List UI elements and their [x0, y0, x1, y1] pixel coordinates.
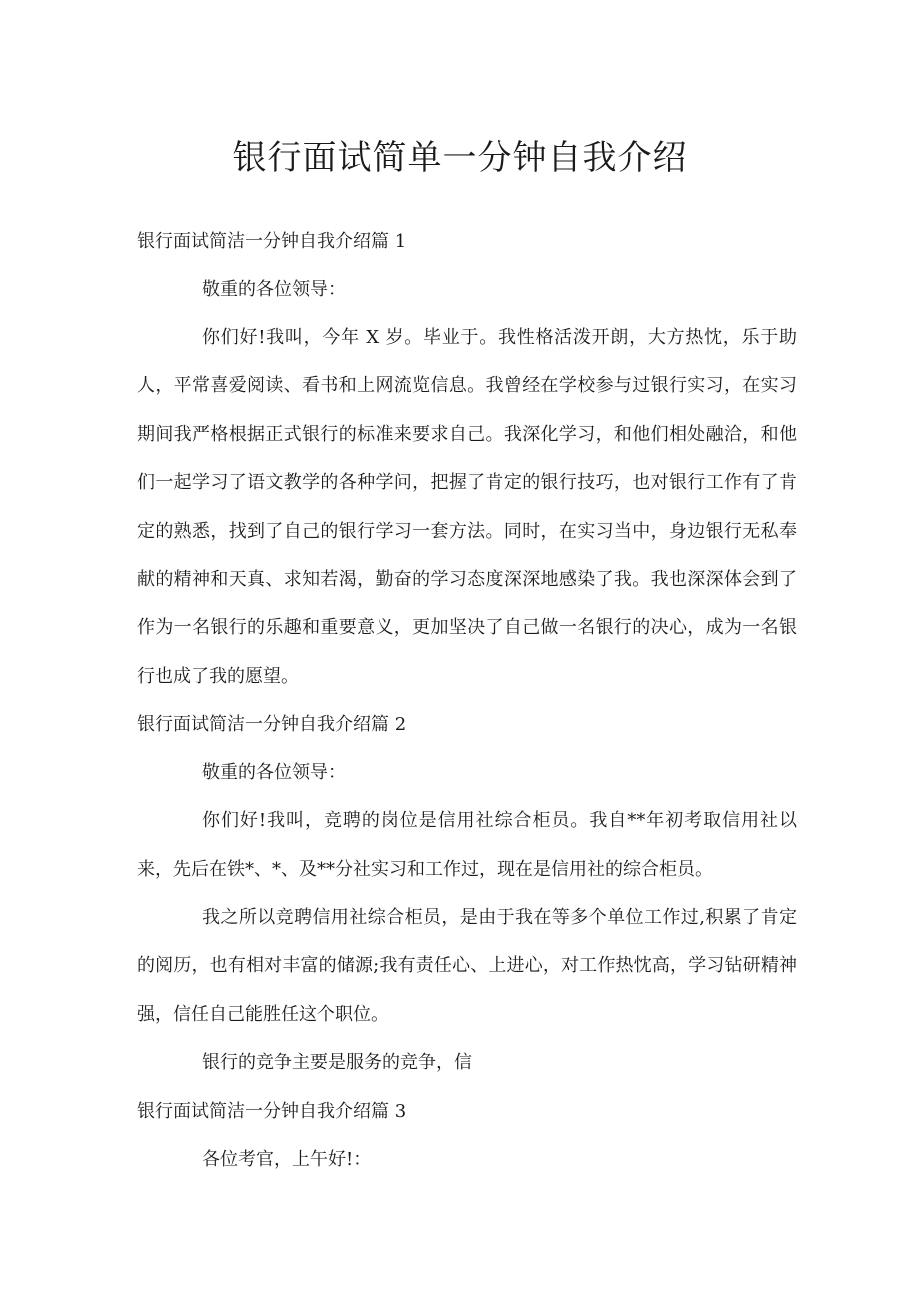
body-paragraph: 我之所以竞聘信用社综合柜员，是由于我在等多个单位工作过,积累了肯定的阅历，也有相对丰富的储源;我有责任心、上进心，对工作热忱高，学习钻研精神强，信任自己能胜任这个职位。	[137, 907, 797, 1025]
greeting-paragraph: 敬重的各位领导：	[202, 279, 346, 300]
section-heading-1: 银行面试简洁一分钟自我介绍篇 1	[137, 231, 407, 252]
greeting-paragraph: 敬重的各位领导：	[202, 762, 346, 784]
body-paragraph: 你们好!我叫，竞聘的岗位是信用社综合柜员。我自**年初考取信用社以来，先后在铁*、*、及**分社实习和工作过，现在是信用社的综合柜员。	[137, 810, 797, 880]
section-heading-3: 银行面试简洁一分钟自我介绍篇 3	[137, 1100, 407, 1122]
greeting-paragraph: 各位考官，上午好!：	[202, 1148, 372, 1170]
body-paragraph: 银行的竞争主要是服务的竞争，信	[202, 1052, 472, 1074]
section-heading-2: 银行面试简洁一分钟自我介绍篇 2	[137, 714, 407, 736]
document-title: 银行面试简单一分钟自我介绍	[232, 138, 688, 178]
body-paragraph: 你们好!我叫，今年 X 岁。毕业于。我性格活泼开朗，大方热忱，乐于助人，平常喜爱阅读、看书和上网流览信息。我曾经在学校参与过银行实习，在实习期间我严格根据正式银行的标准来要求自己。我深化学习，和他们相处融洽，和他们一起学习了语文教学的各种学问，把握了肯定的银行技巧，也对银行工作有了肯定的熟悉，找到了自己的银行学习一套方法。同时，在实习当中，身边银行无私奉献的精神和天真、求知若渴，勤奋的学习态度深深地感染了我。我也深深体会到了作为一名银行的乐趣和重要意义，更加坚决了自己做一名银行的决心，成为一名银行也成了我的愿望。	[137, 327, 797, 687]
document-body	[137, 218, 797, 1184]
